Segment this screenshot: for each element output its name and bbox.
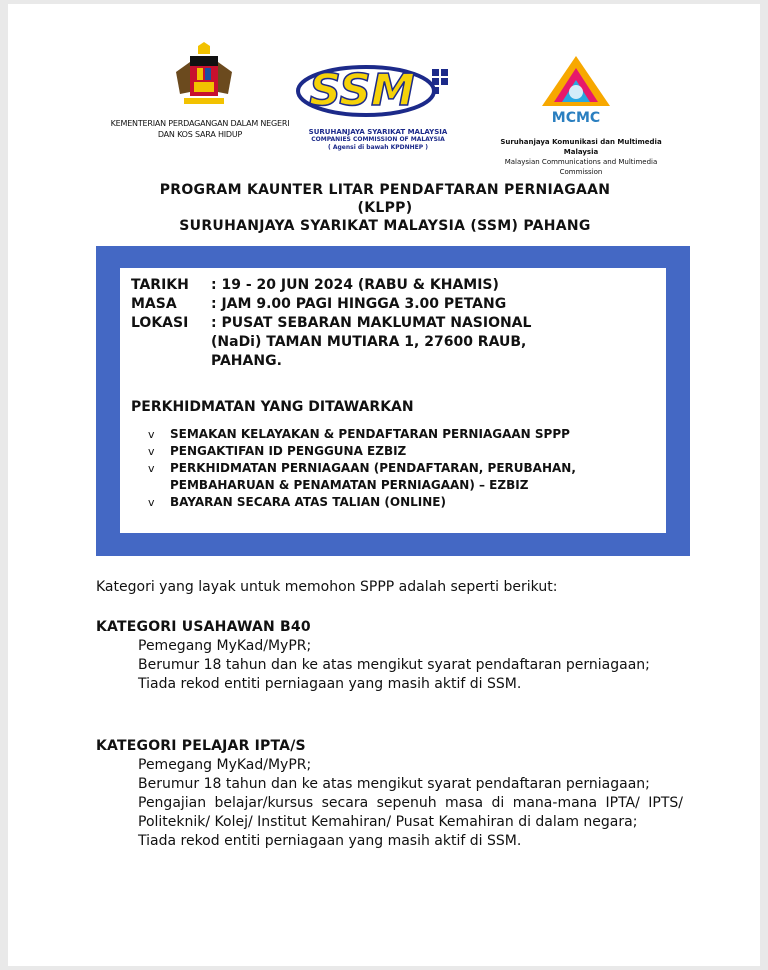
svg-text:MCMC: MCMC: [551, 110, 601, 126]
ssm-line-3: ( Agensi di bawah KPDNHEP ): [328, 144, 428, 151]
category-item: Pengajian belajar/kursus secara sepenuh masa di mana-mana IPTA/ IPTS/ Politeknik/ Kolej/ Institut Kemahiran/ Pusat Kemahiran di dalam negara;: [138, 795, 683, 830]
ssm-line-2: COMPANIES COMMISSION OF MALAYSIA: [311, 136, 445, 143]
check-bullet-icon: v: [148, 496, 155, 509]
category-item: Berumur 18 tahun dan ke atas mengikut syarat pendaftaran perniagaan;: [138, 776, 650, 792]
lokasi-row-2: [131, 333, 591, 352]
masa-label: MASA: [131, 296, 177, 312]
service-text: BAYARAN SECARA ATAS TALIAN (ONLINE): [170, 495, 446, 509]
service-item: [148, 443, 660, 460]
lokasi-row-3: [131, 352, 591, 371]
svg-text:SSM: SSM: [309, 65, 415, 116]
category-item: Pemegang MyKad/MyPR;: [138, 638, 312, 654]
service-text: SEMAKAN KELAYAKAN & PENDAFTARAN PERNIAGAAN SPPP: [170, 427, 570, 441]
services-heading: PERKHIDMATAN YANG DITAWARKAN: [131, 399, 414, 415]
title-line-1: PROGRAM KAUNTER LITAR PENDAFTARAN PERNIAGAAN: [159, 182, 611, 198]
eligibility-intro: Kategori yang layak untuk memohon SPPP adalah seperti berikut:: [96, 579, 558, 595]
ssm-line-1: SURUHANJAYA SYARIKAT MALAYSIA: [308, 128, 448, 136]
program-title: [80, 181, 690, 235]
tarikh-label: TARIKH: [131, 277, 189, 293]
category-list-pelajar: [138, 756, 683, 851]
masa-value: : JAM 9.00 PAGI HINGGA 3.00 PETANG: [211, 296, 507, 312]
lokasi-label: LOKASI: [131, 315, 189, 331]
lokasi-row: [131, 314, 591, 333]
service-text: PERKHIDMATAN PERNIAGAAN (PENDAFTARAN, PERUBAHAN, PEMBAHARUAN & PENAMATAN PERNIAGAAN) – EZBIZ: [170, 461, 576, 492]
kpdn-line-1: KEMENTERIAN PERDAGANGAN DALAM NEGERI: [110, 119, 290, 128]
lokasi-value: : PUSAT SEBARAN MAKLUMAT NASIONAL: [211, 315, 532, 331]
lokasi-line-3: PAHANG.: [211, 353, 282, 369]
services-list: [148, 426, 660, 511]
tarikh-row: [131, 276, 591, 295]
mcmc-line-1: Suruhanjaya Komunikasi dan Multimedia Malaysia: [500, 138, 662, 156]
lokasi-line-2: (NaDi) TAMAN MUTIARA 1, 27600 RAUB,: [211, 334, 527, 350]
category-item: Tiada rekod entiti perniagaan yang masih aktif di SSM.: [138, 676, 522, 692]
mcmc-line-2: Malaysian Communications and Multimedia Commission: [504, 158, 658, 176]
category-item: Berumur 18 tahun dan ke atas mengikut syarat pendaftaran perniagaan;: [138, 657, 650, 673]
masa-row: [131, 295, 591, 314]
kpdn-caption: [100, 118, 300, 140]
check-bullet-icon: v: [148, 462, 155, 475]
mcmc-caption: [486, 137, 676, 177]
event-details: [131, 276, 591, 371]
category-heading-b40: KATEGORI USAHAWAN B40: [96, 619, 311, 635]
service-text: PENGAKTIFAN ID PENGGUNA EZBIZ: [170, 444, 407, 458]
service-item: [148, 460, 660, 494]
service-item: [148, 426, 660, 443]
check-bullet-icon: v: [148, 428, 155, 441]
ssm-logo: [296, 55, 456, 125]
service-item: [148, 494, 660, 511]
ssm-caption: [298, 128, 458, 152]
category-item: Pemegang MyKad/MyPR;: [138, 757, 312, 773]
category-heading-pelajar: KATEGORI PELAJAR IPTA/S: [96, 738, 306, 754]
category-item: Tiada rekod entiti perniagaan yang masih aktif di SSM.: [138, 833, 522, 849]
mcmc-logo: [540, 54, 612, 130]
check-bullet-icon: v: [148, 445, 155, 458]
kpdn-line-2: DAN KOS SARA HIDUP: [157, 130, 243, 139]
category-list-b40: [138, 637, 683, 694]
tarikh-value: : 19 - 20 JUN 2024 (RABU & KHAMIS): [211, 277, 499, 293]
malaysia-crest-logo: [168, 42, 240, 114]
title-line-3: SURUHANJAYA SYARIKAT MALAYSIA (SSM) PAHANG: [179, 218, 591, 234]
title-line-2: (KLPP): [357, 200, 413, 216]
